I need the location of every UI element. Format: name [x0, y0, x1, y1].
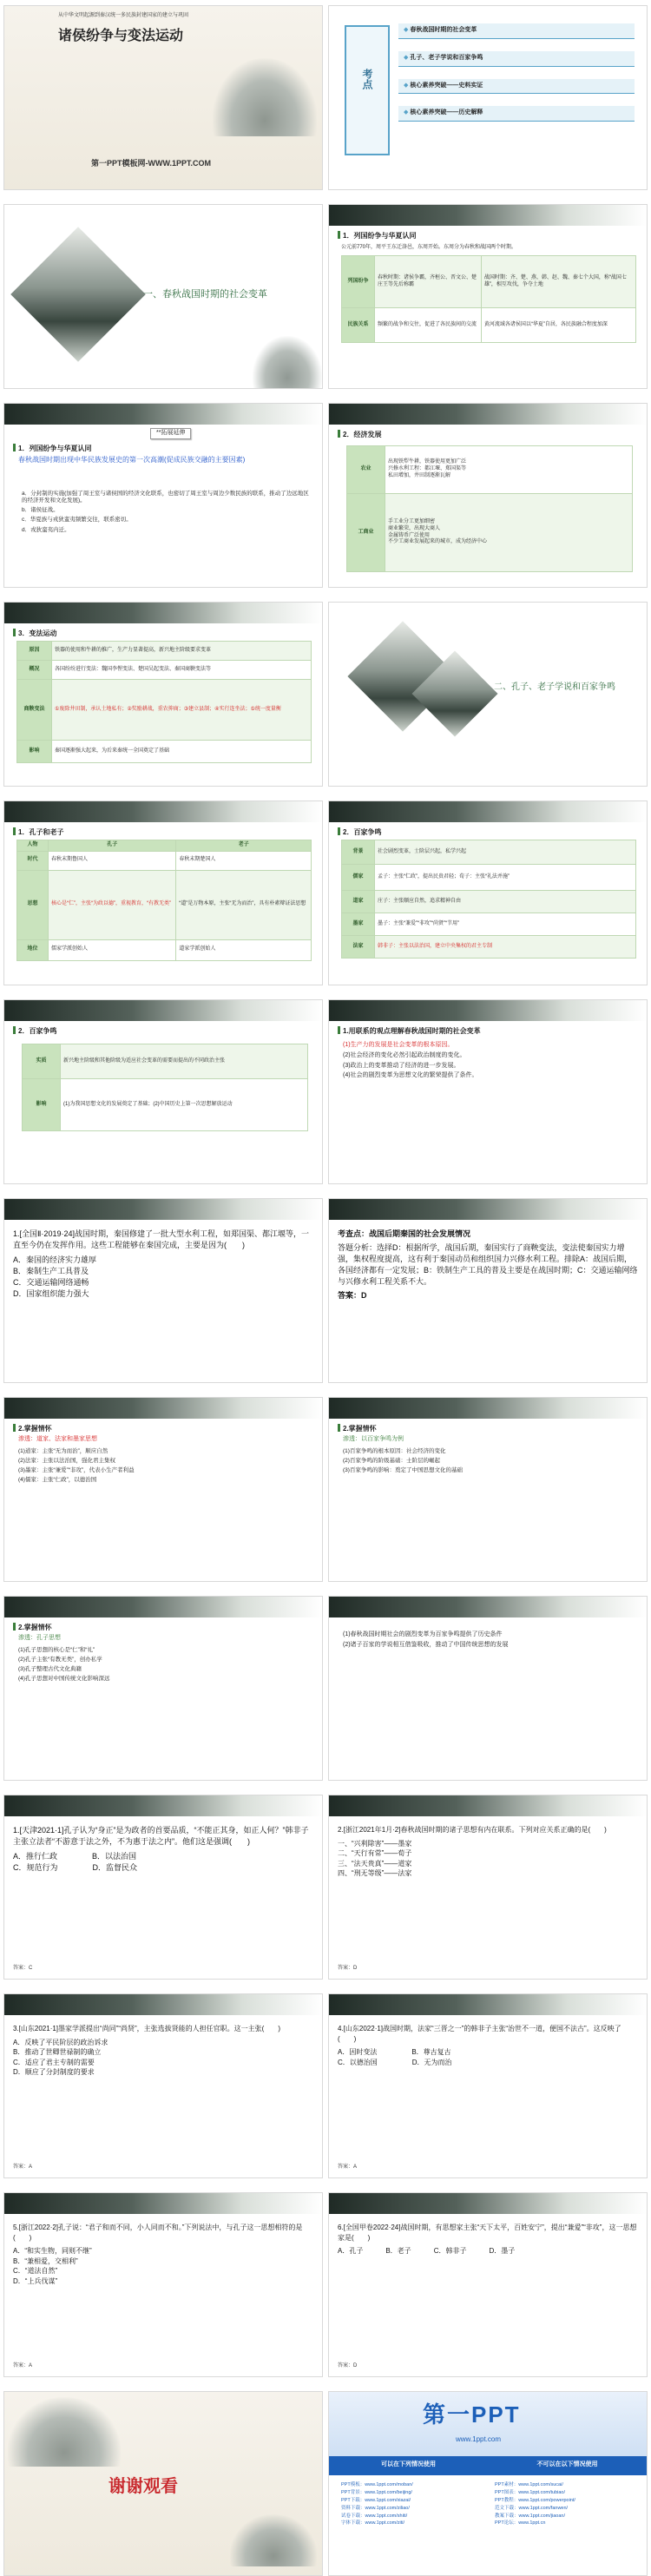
ink-header-bar: [4, 404, 322, 425]
slide-heading: 3．变法运动: [13, 629, 56, 638]
answer-title: 考查点：战国后期秦国的社会发展情况: [338, 1229, 471, 1238]
slide-section-1[interactable]: [3, 204, 323, 389]
slide1-subtitle: 从中华文明起源到秦汉统一多民族封建国家的建立与巩固: [58, 13, 189, 18]
slide-lieguo[interactable]: [328, 204, 648, 389]
row-label: 道家: [342, 891, 375, 913]
diamond-bullet-icon: ◆: [404, 27, 409, 33]
table-cell: 核心是“仁”，主张“为政以德”，重视教育，“有教无类”: [49, 870, 176, 939]
ink-header-bar: [4, 1000, 322, 1021]
table-row: [342, 936, 636, 959]
option-d[interactable]: D．国家组织能力强大: [13, 1289, 89, 1299]
table-row: [342, 256, 636, 308]
slide-heading: 1.用联系的观点理解春秋战国时期的社会变革: [338, 1026, 481, 1036]
option-b[interactable]: B．秦制生产工具普及: [13, 1267, 89, 1276]
table-row: [17, 680, 312, 741]
table-row: [17, 741, 312, 763]
row-label: 工商业: [347, 494, 385, 572]
table-row: [17, 939, 312, 960]
column-header: 老子: [176, 840, 312, 852]
link-item[interactable]: PPT素材：www.1ppt.com/sucai/: [495, 2482, 563, 2487]
answer-key: 答案：A: [338, 2164, 358, 2170]
highlight-text: 春秋战国时期出现中华民族发展史的第一次高潮(促成民族交融的主要因素): [18, 456, 246, 464]
option-c[interactable]: C．韩非子: [433, 2247, 467, 2256]
point-list: [22, 491, 310, 537]
row-label: 思想: [17, 870, 49, 939]
list-item: a．分封制的实施(加强了周王室与诸侯国的经济文化联系，也密切了周王室与周边少数民族的联系，推动了边远地区的经济开发和文化发展)。: [22, 491, 309, 504]
heading-marker: [13, 444, 16, 451]
table-row: [17, 661, 312, 680]
outline-item[interactable]: ◆ 核心素养突破——史料实证: [398, 79, 635, 95]
table-cell: 道家学派创始人: [176, 939, 312, 960]
question-text: 2.[浙江2021年1月·2]春秋战国时期的诸子思想有内在联系。下列对应关系正确的是( ): [338, 1826, 607, 1834]
option-b[interactable]: B．“兼相爱，交相利”: [13, 2256, 78, 2265]
ink-header-bar: [329, 1597, 647, 1617]
kaodian-label: 考点: [361, 69, 373, 89]
option-d[interactable]: D．顺应了分封制度的要求: [13, 2068, 95, 2077]
heading-marker: [338, 430, 340, 438]
heading-marker: [13, 1623, 16, 1631]
list-item: b．诸侯征战。: [22, 507, 59, 514]
slide-title[interactable]: [3, 5, 323, 190]
heading-marker: [338, 231, 340, 239]
list-item: (2)诸子百家的学说相互借鉴吸收，推动了中国传统思想的发展: [343, 1641, 509, 1648]
list-item: (1)孔子思想的核心是“仁”和“礼”: [18, 1647, 95, 1653]
option-d[interactable]: D．墨子: [489, 2247, 516, 2256]
list-item: (2)百家争鸣的阶级基础：士阶层的崛起: [343, 1458, 440, 1465]
ink-header-bar: [4, 1597, 322, 1617]
brand-url[interactable]: www.1ppt.com: [456, 2435, 502, 2443]
ink-header-bar: [329, 404, 647, 425]
slide-question-6[interactable]: [3, 2192, 323, 2377]
answer-body: 答题分析：选择D：根据所学，战国后期，秦国实行了商鞅变法，变法使秦国实力增强，集权程度提高，这有利于秦国动员和组织国力兴修水利工程。排除A：战国后期，各国经济都有一定发展；B：铁制生产工具的普及主要是在战国时期；C：交通运输网络与兴修水利工程关系不大。: [338, 1243, 638, 1287]
slide-confucius-laozi[interactable]: [3, 800, 323, 985]
slide-outline[interactable]: [328, 5, 648, 190]
table-row: [342, 308, 636, 343]
economy-table: [346, 445, 633, 572]
list-item: 一、“兴利除害”——墨家: [338, 1839, 412, 1848]
row-label: 影响: [17, 741, 52, 763]
ink-painting-diamond: [10, 227, 146, 362]
ink-header-bar: [329, 205, 647, 226]
slide-hundred-schools-2[interactable]: [3, 999, 323, 1184]
list-item: (4)孔子思想对中国传统文化影响深远: [18, 1676, 110, 1683]
answer-key: 答案：A: [13, 2164, 33, 2170]
question-text: 5.[浙江2022·2]孔子说：“君子和而不同，小人同而不和。”下列说法中，与孔子这一思想相符的是( ): [13, 2224, 303, 2242]
kaodian-box: [345, 25, 390, 155]
ink-header-bar: [4, 1398, 322, 1419]
answer-key: 答案：C: [13, 1965, 33, 1971]
question-block: [338, 1825, 638, 1879]
list-item: (4)社会的剧烈变革为思想文化的繁荣提供了条件。: [343, 1072, 478, 1079]
list-item: (1)生产力的发展是社会变革的根本原因。: [343, 1042, 454, 1048]
question-block: [13, 1825, 313, 1874]
ink-header-bar: [329, 801, 647, 822]
slide-feelings-2[interactable]: [328, 1397, 648, 1582]
question-block: [13, 1229, 313, 1300]
col1-title: 可以在下列情况使用: [381, 2461, 436, 2467]
option-b[interactable]: B．以法治国: [92, 1852, 137, 1861]
ink-header-bar: [329, 1000, 647, 1021]
table-cell: 春秋末期楚国人: [176, 851, 312, 870]
table-row: [17, 870, 312, 939]
question-text: 1.[全国Ⅱ·2019·24]战国时期，秦国修建了一批大型水利工程，如郑国渠、都江堰等，一直至今仍在发挥作用。这些工程能够在秦国完成，主要是因为( ): [13, 1229, 309, 1250]
answer-key: 答案：D: [338, 1965, 358, 1971]
slide-question-1[interactable]: [3, 1198, 323, 1383]
list-item: (2)社会经济的变化必然引起政治制度的变化。: [343, 1051, 466, 1058]
slide-analysis[interactable]: [328, 999, 648, 1184]
ink-header-bar: [4, 1994, 322, 2015]
table-cell: 春秋末期鲁国人: [49, 851, 176, 870]
options-row: [338, 2058, 638, 2068]
option-c[interactable]: C．规范行为: [13, 1863, 58, 1873]
link-item[interactable]: PPT教程：www.1ppt.com/powerpoint/: [495, 2497, 575, 2503]
column-header: 人物: [17, 840, 49, 852]
heading-marker: [338, 1424, 340, 1432]
cell-line: 私田增加，井田制逐渐瓦解: [388, 472, 451, 478]
table-row: [347, 494, 633, 572]
options-row: [338, 2047, 638, 2058]
slide-question-4[interactable]: [3, 1993, 323, 2178]
table-cell: 墨子：主张“兼爱”“非攻”“尚贤”“节用”: [375, 913, 636, 936]
slide-reform[interactable]: [3, 602, 323, 787]
slide1-title: 诸侯纷争与变法运动: [58, 27, 184, 43]
question-block: [338, 2223, 638, 2256]
point-list: [18, 1647, 310, 1686]
table-cell: [385, 494, 633, 572]
list-item: (1)道家：主张“无为而治”，顺应自然: [18, 1448, 108, 1454]
question-text: 1.[天津2021·1]孔子认为“身正”是为政者的首要品质，“不能正其身，如正人何？”韩非子主张立法者“不游意于法之外，不为惠于法之内”。他们这是强调( ): [13, 1826, 309, 1847]
ink-header-bar: [4, 1199, 322, 1220]
outline-item[interactable]: ◆ 孔子、老子学说和百家争鸣: [398, 51, 635, 67]
option-b[interactable]: B．尊古复古: [411, 2048, 451, 2057]
cell-line: 金属铸币广泛使用: [388, 532, 431, 538]
cell-line: 手工业分工更加细密: [388, 518, 436, 524]
table-row: [23, 1079, 308, 1131]
cell-line: 出现铁犁牛耕，铁器使用更加广泛: [388, 459, 467, 465]
brand-banner: [329, 2392, 647, 2456]
slide-heading: 2.掌握情怀: [338, 1424, 377, 1433]
row-label: 民族关系: [342, 308, 375, 343]
slide-heading: 2．百家争鸣: [338, 827, 381, 837]
slide1-footer: 第一PPT模板网-WWW.1PPT.COM: [91, 159, 211, 168]
option-a[interactable]: A．“和实生物，同则不继”: [13, 2247, 92, 2256]
analysis-list: [343, 1042, 635, 1083]
option-a[interactable]: A．反映了平民阶层的政治诉求: [13, 2038, 108, 2046]
row-label: 原因: [17, 642, 52, 661]
diamond-bullet-icon: ◆: [404, 109, 409, 116]
link-item[interactable]: PPT背景：www.1ppt.com/beijing/: [341, 2489, 412, 2495]
answer-key: 答案：D: [338, 2362, 358, 2368]
slide-section-2[interactable]: [328, 602, 648, 787]
outline-item[interactable]: ◆ 春秋战国时期的社会变革: [398, 23, 635, 39]
slide-heading: 1．列国纷争与华夏认同: [338, 231, 416, 240]
link-item[interactable]: PPT下载：www.1ppt.com/xiazai/: [341, 2497, 411, 2503]
link-item[interactable]: 教案下载：www.1ppt.com/jiaoan/: [495, 2513, 565, 2519]
table-cell: 各国纷纷进行变法：魏国李悝变法、楚国吴起变法、秦国商鞅变法等: [52, 661, 312, 680]
list-item: d．戎狄蛮夷内迁。: [22, 526, 70, 533]
list-item: (2)法家：主张以法治国，强化君主集权: [18, 1458, 115, 1465]
list-item: (3)政治上的变革推动了经济的进一步发展。: [343, 1062, 460, 1069]
heading-marker: [13, 1026, 16, 1034]
table-cell: [385, 446, 633, 494]
option-d[interactable]: D．“上兵伐谋”: [13, 2276, 58, 2285]
slide-subheading: 渗透：道家、法家和墨家思想: [18, 1436, 97, 1442]
ink-header-bar: [329, 1199, 647, 1220]
link-item[interactable]: 试卷下载：www.1ppt.com/shiti/: [341, 2513, 408, 2519]
row-label: 背景: [342, 840, 375, 865]
row-label: 商鞅变法: [17, 680, 52, 741]
cell-line: 不少工商业发展起来的城市，成为经济中心: [388, 539, 488, 545]
diamond-bullet-icon: ◆: [404, 82, 409, 89]
table-cell: 频繁的战争和交往，促进了各民族间的交流: [375, 308, 482, 343]
slide4-intro: 公元前770年，周平王东迁洛邑，东周开始。东周分为春秋和战国两个时期。: [341, 245, 517, 250]
link-item[interactable]: 范文下载：www.1ppt.com/fanwen/: [495, 2505, 569, 2511]
cell-line: 商业繁荣，出现大商人: [388, 525, 441, 531]
ink-landscape-decoration: [213, 58, 317, 136]
option-c[interactable]: C．“道法自然”: [13, 2267, 58, 2276]
table-cell: 铁器的使用和牛耕的推广，生产力显著提高，新兴地主阶级要求变革: [52, 642, 312, 661]
slide-feelings-3[interactable]: [3, 1596, 323, 1781]
table-row: [342, 913, 636, 936]
table-cell: (1)为我国思想文化的发展奠定了基础；(2)中国历史上第一次思想解放运动: [61, 1079, 308, 1131]
question-block: [13, 2024, 313, 2078]
question-text: 4.[山东2022·1]战国时期，法家“三晋之一”的韩非子主张“治世不一道，便国不法古”。这反映了( ): [338, 2025, 621, 2043]
ink-header-bar: [329, 1795, 647, 1816]
link-item[interactable]: PPT模板：www.1ppt.com/moban/: [341, 2482, 413, 2487]
question-text: 3.[山东2021·1]墨家学派提出“尚同”“尚贤”，主张选拔贤能的人担任官职。这一主张( ): [13, 2025, 281, 2032]
row-label: 法家: [342, 936, 375, 959]
answer-key: 答案：A: [13, 2362, 33, 2368]
slide-heading: 2．百家争鸣: [13, 1026, 56, 1036]
ink-header-bar: [329, 2193, 647, 2214]
list-item: (3)百家争鸣的影响：奠定了中国思想文化的基础: [343, 1467, 463, 1474]
link-item[interactable]: 资料下载：www.1ppt.com/ziliao/: [341, 2505, 410, 2511]
answer-block: [338, 1229, 638, 1301]
slide-branding[interactable]: [328, 2391, 648, 2576]
table-cell: 黄河流域各诸侯国以“华夏”自居，各民族融合程度加深: [481, 308, 635, 343]
heading-marker: [13, 827, 16, 835]
table-cell: 战国时期：齐、楚、燕、韩、赵、魏、秦七个大国，称“战国七雄”，相互攻伐，争夺土地: [481, 256, 635, 308]
schools-table: [341, 840, 636, 959]
heading-marker: [338, 827, 340, 835]
option-a[interactable]: A．因时变法: [338, 2048, 378, 2057]
link-item[interactable]: 字体下载：www.1ppt.com/ziti/: [341, 2520, 405, 2527]
table-cell: 韩非子：主张以法治国，建立中央集权的君主专制: [375, 936, 636, 959]
slide-heading: 2．经济发展: [338, 430, 381, 439]
row-label: 墨家: [342, 913, 375, 936]
list-item: 二、“天行有常”——荀子: [338, 1849, 412, 1858]
ink-header-bar: [4, 603, 322, 623]
option-b[interactable]: B．推动了世卿世禄制的确立: [13, 2048, 102, 2057]
ink-header-bar: [4, 1795, 322, 1816]
option-c[interactable]: C．交通运输网络通畅: [13, 1278, 89, 1288]
slide-feelings-1[interactable]: [3, 1397, 323, 1582]
outline-item[interactable]: ◆ 核心素养突破——历史解释: [398, 106, 635, 122]
table-row: [347, 446, 633, 494]
option-d[interactable]: D．无为而治: [411, 2058, 452, 2066]
table-cell: “道”是万物本原，主张“无为而治”，具有朴素辩证法思想: [176, 870, 312, 939]
options-row: [13, 1851, 313, 1862]
heading-marker: [338, 1026, 340, 1034]
point-list: [343, 1448, 635, 1477]
table-row: [342, 891, 636, 913]
table-row: [342, 865, 636, 891]
slide-hundred-schools[interactable]: [328, 800, 648, 985]
schools-impact-table: [22, 1044, 308, 1131]
row-label: 影响: [23, 1079, 61, 1131]
section-title: 二、孔子、老子学说和百家争鸣: [494, 682, 615, 692]
table-header-row: [17, 840, 312, 852]
slide-thanks[interactable]: [3, 2391, 323, 2576]
list-item: (2)孔子主张“有教无类”，创办私学: [18, 1657, 102, 1664]
link-item[interactable]: PPT图表：www.1ppt.com/tubiao/: [495, 2489, 566, 2495]
heading-marker: [13, 1424, 16, 1432]
row-label: 地位: [17, 939, 49, 960]
option-d[interactable]: D．监督民众: [92, 1863, 137, 1873]
list-item: (3)孔子整理古代文化典籍: [18, 1666, 82, 1673]
table-cell: 春秋时期：诸侯争霸，齐桓公、晋文公、楚庄王等先后称霸: [375, 256, 482, 308]
ink-landscape-decoration: [230, 2514, 317, 2566]
cell-line: 兴修水利工程：都江堰、郑国渠等: [388, 466, 467, 472]
option-a[interactable]: A．秦国的经济实力雄厚: [13, 1255, 97, 1265]
list-item: 四、“刑无等级”——法家: [338, 1869, 412, 1878]
row-label: 概况: [17, 661, 52, 680]
thinkers-table: [16, 840, 312, 961]
extension-tag[interactable]: **拓展延伸: [150, 428, 191, 439]
option-c[interactable]: C．适应了君主专制的需要: [13, 2058, 95, 2066]
list-item: (1)春秋战国时期社会的剧烈变革为百家争鸣提供了历史条件: [343, 1631, 503, 1637]
point-list: [18, 1448, 310, 1487]
table-cell: 庄子：主张顺应自然，追求精神自由: [375, 891, 636, 913]
ink-landscape-decoration: [253, 336, 322, 388]
slide-question-3[interactable]: [328, 1795, 648, 1980]
options-row: [13, 1862, 313, 1874]
outline-list: [398, 23, 635, 134]
list-item: c．华夏族与戎狄蛮夷频繁交往，联系密切。: [22, 517, 132, 524]
slide-question-7[interactable]: [328, 2192, 648, 2377]
usage-header: [329, 2456, 647, 2475]
point-list: [343, 1631, 635, 1652]
table-row: [23, 1044, 308, 1079]
list-item: (4)儒家：主张“仁政”，以德治国: [18, 1477, 97, 1484]
ink-header-bar: [4, 801, 322, 822]
table-cell: 社会剧烈变革，士阶层兴起，私学兴起: [375, 840, 636, 865]
list-item: 三、“法天贵真”——道家: [338, 1859, 412, 1868]
slide-economy[interactable]: [328, 403, 648, 588]
table-cell: 新兴地主阶级和其他阶级为适应社会变革的需要而提出的不同政治主张: [61, 1044, 308, 1079]
row-label: 时代: [17, 851, 49, 870]
slide-summary[interactable]: [328, 1596, 648, 1781]
option-a[interactable]: A．推行仁政: [13, 1852, 58, 1861]
table-cell: 孟子：主张“仁政”，提出民贵君轻；荀子：主张“礼法并施”: [375, 865, 636, 891]
option-b[interactable]: B．老子: [385, 2247, 411, 2256]
list-item: (1)百家争鸣的根本原因：社会经济的变化: [343, 1448, 446, 1454]
col2-title: 不可以在以下情况使用: [536, 2461, 598, 2467]
ink-header-bar: [4, 2193, 322, 2214]
slide-heading: 1．列国纷争与华夏认同: [13, 444, 91, 453]
link-item[interactable]: PPT论坛：www.1ppt.cn: [495, 2520, 546, 2527]
question-block: [338, 2024, 638, 2067]
reform-table: [16, 641, 312, 763]
table-row: [17, 642, 312, 661]
slide-extension[interactable]: [3, 403, 323, 588]
table-cell: 秦国逐渐强大起来，为后来秦统一全国奠定了基础: [52, 741, 312, 763]
option-a[interactable]: A．孔子: [338, 2247, 364, 2256]
list-item: (3)墨家：主张“兼爱”“非攻”，代表小生产者利益: [18, 1467, 135, 1474]
brand-logo: 第一PPT: [423, 2401, 521, 2428]
diamond-bullet-icon: ◆: [404, 54, 409, 61]
option-c[interactable]: C．以德治国: [338, 2058, 378, 2066]
table-cell: 儒家学派创始人: [49, 939, 176, 960]
answer-key: 答案：D: [338, 1291, 367, 1301]
ink-header-bar: [329, 1398, 647, 1419]
row-label: 列国纷争: [342, 256, 375, 308]
thanks-text: 谢谢观看: [108, 2475, 178, 2496]
slide-heading: 2.掌握情怀: [13, 1424, 52, 1433]
slide-heading: 1．孔子和老子: [13, 827, 63, 837]
slide-question-2[interactable]: [3, 1795, 323, 1980]
row-label: 实质: [23, 1044, 61, 1079]
table-row: [342, 840, 636, 865]
slide-question-5[interactable]: [328, 1993, 648, 2178]
link-grid: [341, 2482, 640, 2527]
section-title: 一、春秋战国时期的社会变革: [143, 288, 267, 300]
ink-header-bar: [329, 1994, 647, 2015]
options-row: [338, 2246, 638, 2256]
question-text: 6.[全国甲卷2022·24]战国时期，有思想家主张“天下太平，百姓安宁”，提出“兼爱”“非攻”，这一思想家是( ): [338, 2224, 637, 2242]
slide-subheading: 渗透：以百家争鸣为例: [343, 1436, 404, 1442]
ink-landscape-decoration: [8, 2397, 121, 2467]
lieguo-table: [341, 255, 636, 343]
table-row: [17, 851, 312, 870]
column-header: 孔子: [49, 840, 176, 852]
row-label: 儒家: [342, 865, 375, 891]
row-label: 农业: [347, 446, 385, 494]
question-block: [13, 2223, 313, 2287]
slide-subheading: 渗透：孔子思想: [18, 1635, 61, 1641]
table-cell: ①废除井田制，承认土地私有；②奖励耕战，重农抑商；③建立县制；④实行连坐法；⑤统一度量衡: [52, 680, 312, 741]
heading-marker: [13, 629, 16, 636]
slide-answer-1[interactable]: [328, 1198, 648, 1383]
slide-heading: 2.掌握情怀: [13, 1623, 52, 1632]
